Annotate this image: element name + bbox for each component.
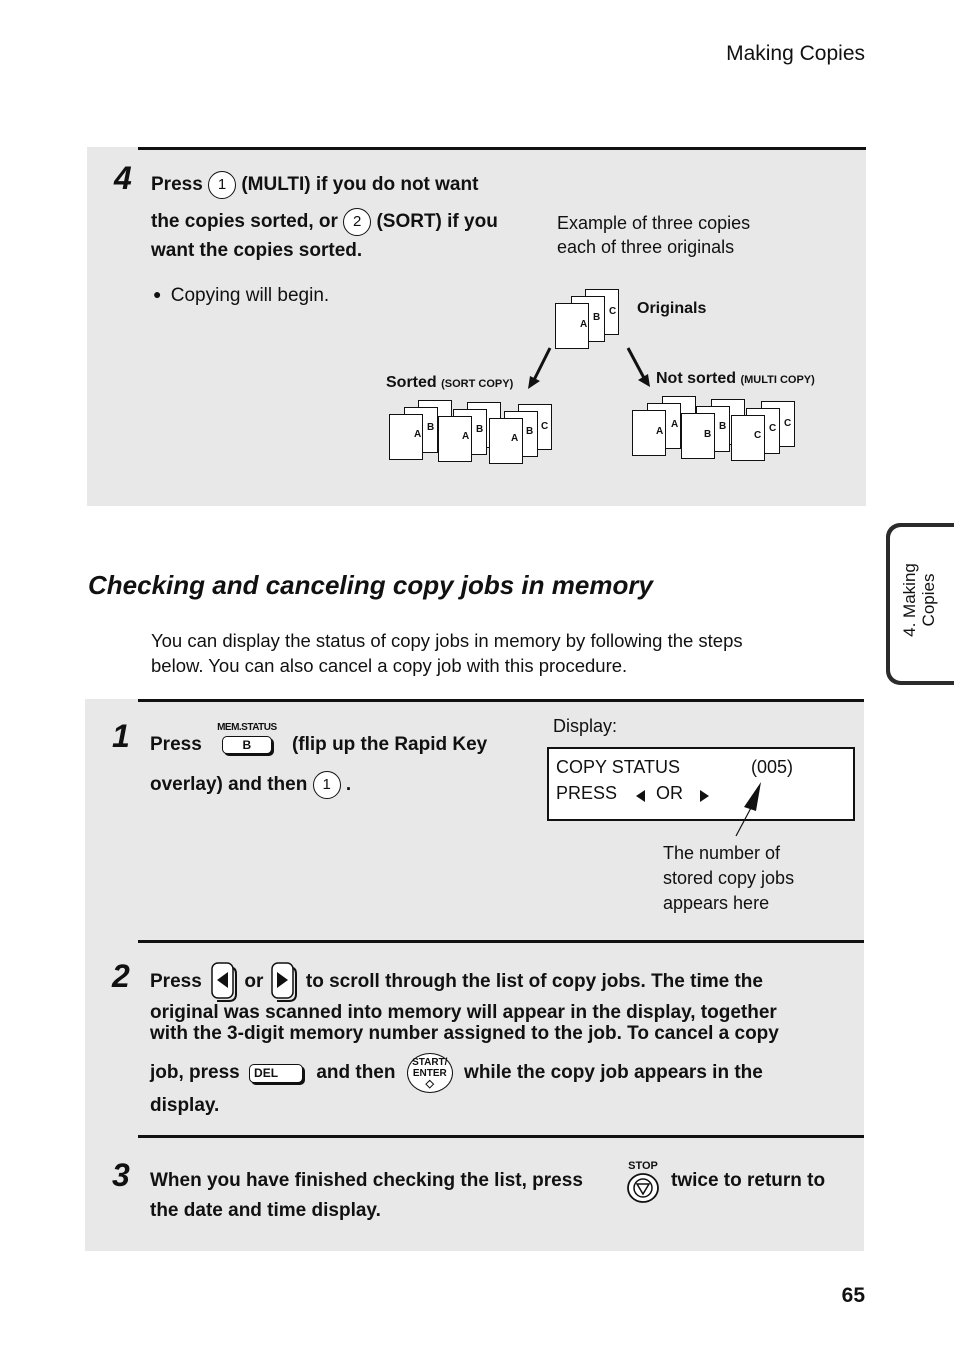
unsorted-b1: B	[681, 413, 715, 459]
display-label: Display:	[553, 716, 618, 736]
step1-rule	[138, 699, 864, 702]
diagram-arrows	[520, 340, 660, 395]
mem-status-key: MEM.STATUS B	[217, 722, 277, 752]
original-sheet-c: C	[585, 289, 619, 335]
step4-bullet: ● Copying will begin.	[153, 285, 330, 306]
sorted-set3-a: A	[489, 418, 523, 464]
originals-label: Originals	[637, 300, 707, 317]
lcd-note: The number of stored copy jobs appears here	[663, 843, 795, 913]
original-sheet-b: B	[571, 296, 605, 342]
stop-key: STOP	[624, 1160, 662, 1209]
sorted-label: Sorted (SORT COPY)	[386, 374, 514, 391]
key-2-icon: 2	[343, 208, 371, 236]
right-key-icon	[271, 962, 297, 1002]
unsorted-b2: B	[696, 406, 730, 452]
step4-line1: Press 1 (MULTI) if you do not want	[151, 171, 478, 199]
sorted-set2-a: A	[438, 416, 472, 462]
sorted-set1-a: A	[389, 414, 423, 460]
step2-line1: Press or to scroll through the list of copy jobs. The time the	[150, 962, 763, 1002]
stop-key-icon	[626, 1172, 660, 1204]
page-number: 65	[841, 1284, 865, 1307]
sorted-set2-b: B	[453, 409, 487, 455]
step2-line5: display.	[150, 1095, 220, 1116]
running-header: Making Copies	[726, 42, 865, 65]
unsorted-c2: C	[746, 408, 780, 454]
step2-number: 2	[112, 958, 130, 994]
lcd-display: COPY STATUS (005) PRESS OR	[547, 747, 855, 821]
step3-line2: the date and time display.	[150, 1200, 381, 1221]
callout-arrowhead-icon	[744, 782, 761, 811]
key-1-icon: 1	[313, 771, 341, 799]
unsorted-a2: A	[647, 403, 681, 449]
del-key-icon: DEL	[249, 1064, 303, 1083]
left-arrow-icon	[636, 790, 645, 802]
step3-rule	[138, 1135, 864, 1138]
step4-number: 4	[114, 160, 132, 196]
step3-line1-a: When you have finished checking the list, press	[150, 1170, 583, 1191]
step1-number: 1	[112, 718, 130, 754]
key-1-icon: 1	[208, 171, 236, 199]
step2-line2: original was scanned into memory will appear in the display, together	[150, 1002, 777, 1023]
step4-rule	[138, 147, 866, 150]
step3-number: 3	[112, 1157, 130, 1193]
arrow-to-sorted	[534, 348, 550, 380]
sorted-set3-b: B	[504, 411, 538, 457]
step3-line1-b: twice to return to	[671, 1170, 826, 1191]
section-intro: You can display the status of copy jobs in memory by following the steps below. You can also cancel a copy job with this procedure.	[151, 630, 743, 676]
step4-line3: want the copies sorted.	[151, 240, 363, 261]
step2-rule	[138, 940, 864, 943]
step2-line4: job, press DEL and then START/ ENTER ◇ while the copy job appears in the	[150, 1053, 763, 1093]
mem-status-b-icon: B	[222, 736, 272, 754]
start-enter-key-icon: START/ ENTER ◇	[407, 1053, 453, 1093]
chapter-tab	[886, 523, 954, 685]
callout-pointer	[725, 780, 770, 840]
unsorted-a1: A	[632, 410, 666, 456]
not-sorted-label: Not sorted (MULTI COPY)	[656, 370, 815, 387]
unsorted-c3: C	[761, 401, 795, 447]
step4-line2: the copies sorted, or 2 (SORT) if you	[151, 208, 498, 236]
original-sheet-a: A	[555, 303, 589, 349]
left-key-icon	[211, 962, 237, 1002]
step2-line3: with the 3-digit memory number assigned to the job. To cancel a copy	[150, 1023, 779, 1044]
chapter-tab-label: 4. Making Copies	[900, 563, 938, 637]
sorted-set1-b: B	[404, 407, 438, 453]
step1-line1: Press MEM.STATUS B (flip up the Rapid Key	[150, 722, 488, 755]
sorted-set3-c: C	[518, 404, 552, 450]
example-caption: Example of three copies each of three originals	[557, 213, 751, 257]
step1-line2: overlay) and then 1 .	[150, 771, 351, 799]
section-heading: Checking and canceling copy jobs in memory	[88, 570, 653, 600]
arrow-to-not-sorted	[628, 348, 644, 378]
right-arrow-icon	[700, 790, 709, 802]
unsorted-c1: C	[731, 415, 765, 461]
bullet-icon: ●	[153, 286, 162, 302]
